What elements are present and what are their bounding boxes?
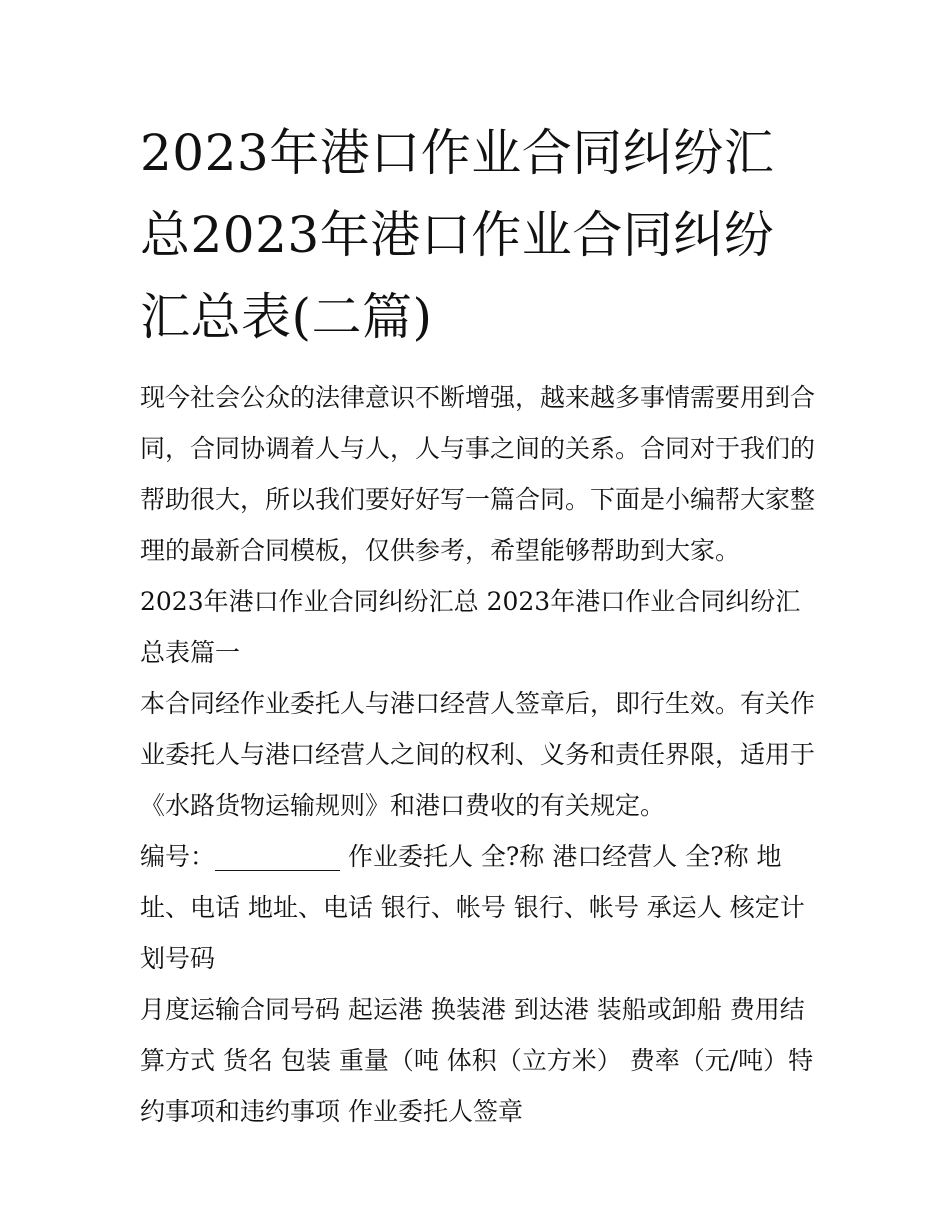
contract-effect-paragraph: 本合同经作业委托人与港口经营人签章后，即行生效。有关作业委托人与港口经营人之间的权利、义务和责任界限，适用于《水路货物运输规则》和港口费收的有关规定。 xyxy=(140,689,816,820)
section-heading: 2023年港口作业合同纠纷汇总 2023年港口作业合同纠纷汇总表篇一 xyxy=(140,587,801,667)
document-title: 2023年港口作业合同纠纷汇总2023年港口作业合同纠纷汇总表(二篇) xyxy=(140,124,775,346)
form-fields-paragraph: 编号：__________ 作业委托人 全?称 港口经营人 全?称 地址、电话 地址、电话 银行、帐号 银行、帐号 承运人 核定计划号码 xyxy=(140,842,805,973)
form-fields-paragraph-2: 月度运输合同号码 起运港 换装港 到达港 装船或卸船 费用结算方式 货名 包装 重量（吨 体积（立方米） 费率（元/吨）特约事项和违约事项 作业委托人签章 xyxy=(140,995,814,1126)
intro-paragraph: 现今社会公众的法律意识不断增强，越来越多事情需要用到合同，合同协调着人与人，人与事之间的关系。合同对于我们的帮助很大，所以我们要好好写一篇合同。下面是小编帮大家整理的最新合同模板，仅供参考，希望能够帮助到大家。 xyxy=(140,383,816,565)
document-page xyxy=(140,112,820,1137)
